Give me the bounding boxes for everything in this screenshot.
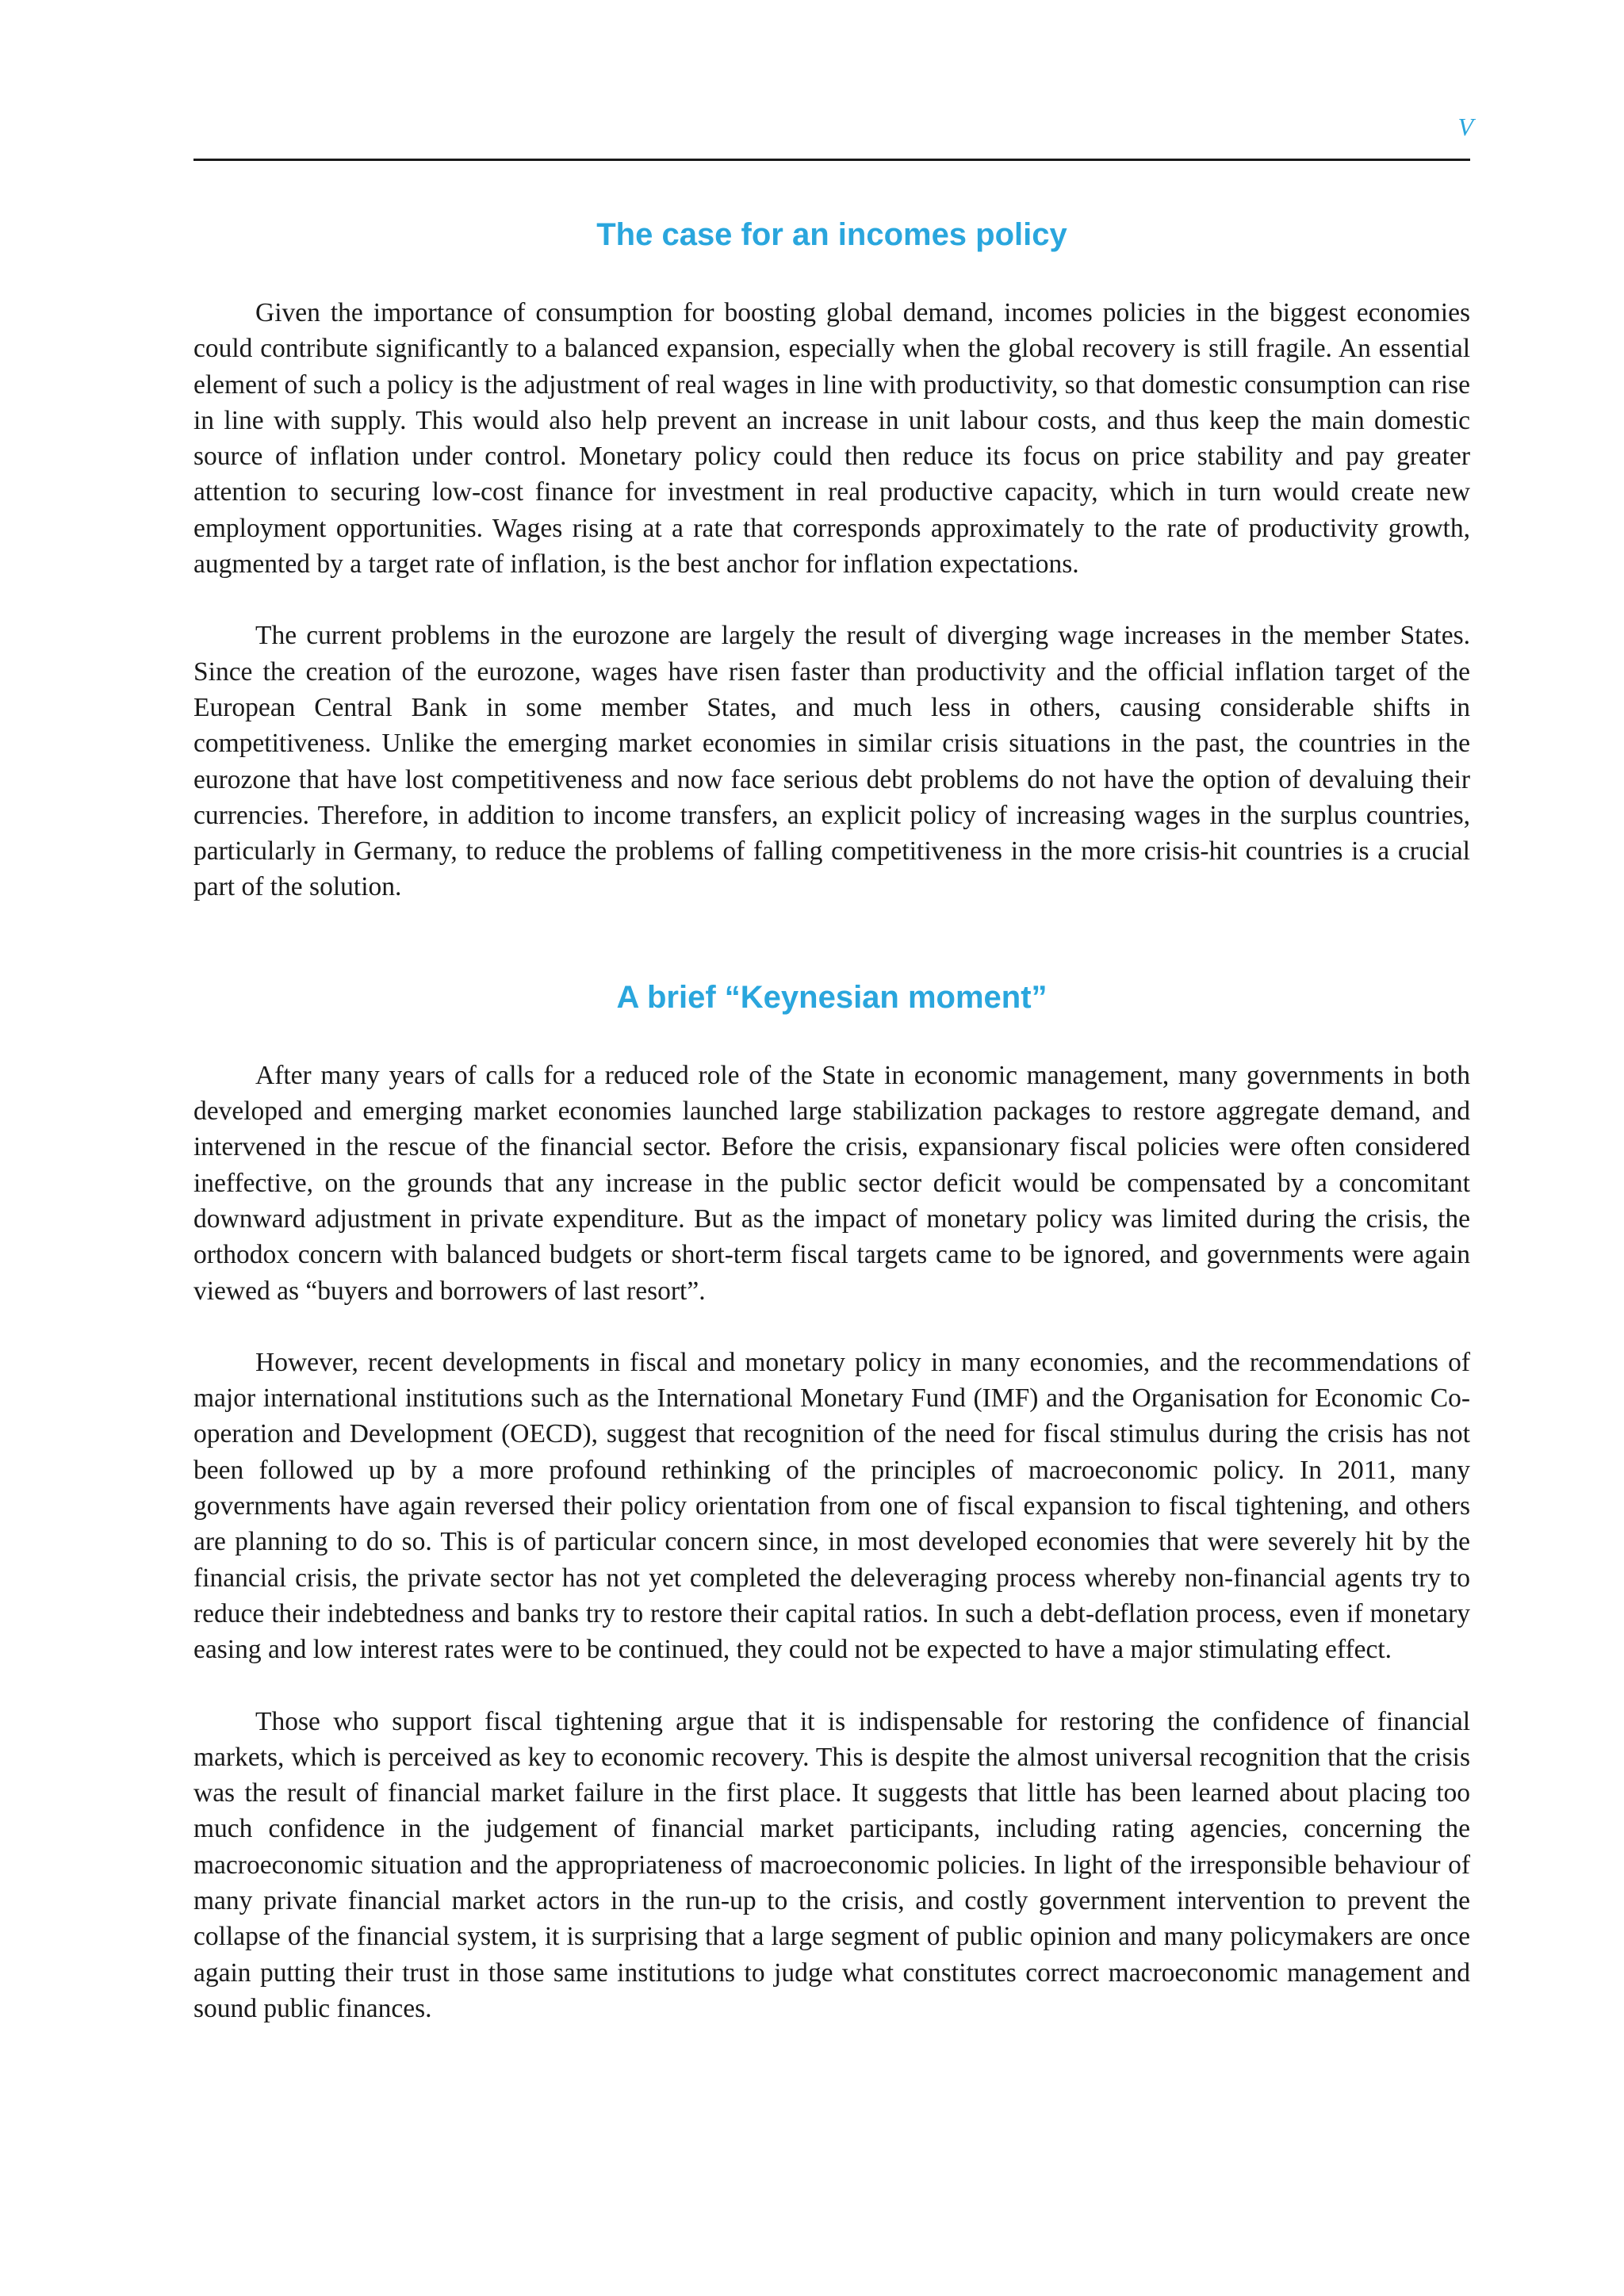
section-keynesian-moment xyxy=(193,978,1470,2026)
paragraph: Those who support fiscal tightening argue that it is indispensable for restoring the confidence of financial markets, which is perceived as key to economic recovery. This is despite the almost universal recognition that the crisis was the result of financial market failure in the first place. It suggests that little has been learned about placing too much confidence in the judgement of financial market participants, including rating agencies, concerning the macroeconomic situation and the appropriateness of macroeconomic policies. In light of the irresponsible behaviour of many private financial market actors in the run-up to the crisis, and costly government intervention to prevent the collapse of the financial system, it is surprising that a large segment of public opinion and many policymakers are once again putting their trust in those same institutions to judge what constitutes correct macroeconomic management and sound public finances. xyxy=(193,1706,1470,2023)
section-heading: A brief “Keynesian moment” xyxy=(616,979,1048,1015)
paragraph: However, recent developments in fiscal and monetary policy in many economies, and the recommendations of major international institutions such as the International Monetary Fund (IMF) and the Organisation for Economic Co-operation and Development (OECD), suggest that recognition of the need for fiscal stimulus during the crisis has not been followed up by a more profound rethinking of the principles of macroeconomic policy. In 2011, many governments have again reversed their policy orientation from one of fiscal expansion to fiscal tightening, and others are planning to do so. This is of particular concern since, in most developed economies that were severely hit by the financial crisis, the private sector has not yet completed the deleveraging process whereby non-financial agents try to reduce their indebtedness and banks try to restore their capital ratios. In such a debt-deflation process, even if monetary easing and low interest rates were to be continued, they could not be expected to have a major stimulating effect. xyxy=(193,1347,1470,1665)
section-heading: The case for an incomes policy xyxy=(596,217,1067,252)
section-incomes-policy xyxy=(193,216,1470,905)
page-content xyxy=(193,216,1470,2026)
paragraph: The current problems in the eurozone are largely the result of diverging wage increases in the member States. Since the creation of the eurozone, wages have risen faster than productivity and the official inflation target of the European Central Bank in some member States, and much less in others, causing considerable shifts in competitiveness. Unlike the emerging market economies in similar crisis situations in the past, the countries in the eurozone that have lost competitiveness and now face serious debt problems do not have the option of devaluing their currencies. Therefore, in addition to income transfers, an explicit policy of increasing wages in the surplus countries, particularly in Germany, to reduce the problems of falling competitiveness in the more crisis-hit countries is a crucial part of the solution. xyxy=(193,621,1470,902)
header-rule xyxy=(193,159,1470,161)
page-number: V xyxy=(1457,113,1473,141)
paragraph: Given the importance of consumption for boosting global demand, incomes policies in the biggest economies could contribute significantly to a balanced expansion, especially when the global recovery is still fragile. An essential element of such a policy is the adjustment of real wages in line with productivity, so that domestic consumption can rise in line with supply. This would also help prevent an increase in unit labour costs, and thus keep the main domestic source of inflation under control. Monetary policy could then reduce its focus on price stability and pay greater attention to securing low-cost finance for investment in real productive capacity, which in turn would create new employment opportunities. Wages rising at a rate that corresponds approximately to the rate of productivity growth, augmented by a target rate of inflation, is the best anchor for inflation expectations. xyxy=(193,298,1470,580)
paragraph: After many years of calls for a reduced role of the State in economic management, many governments in both developed and emerging market economies launched large stabilization packages to restore aggregate demand, and intervened in the rescue of the financial sector. Before the crisis, expansionary fiscal policies were often considered ineffective, on the grounds that any increase in the public sector deficit would be compensated by a concomitant downward adjustment in private expenditure. But as the impact of monetary policy was limited during the crisis, the orthodox concern with balanced budgets or short-term fiscal targets came to be ignored, and governments were again viewed as “buyers and borrowers of last resort”. xyxy=(193,1060,1470,1306)
